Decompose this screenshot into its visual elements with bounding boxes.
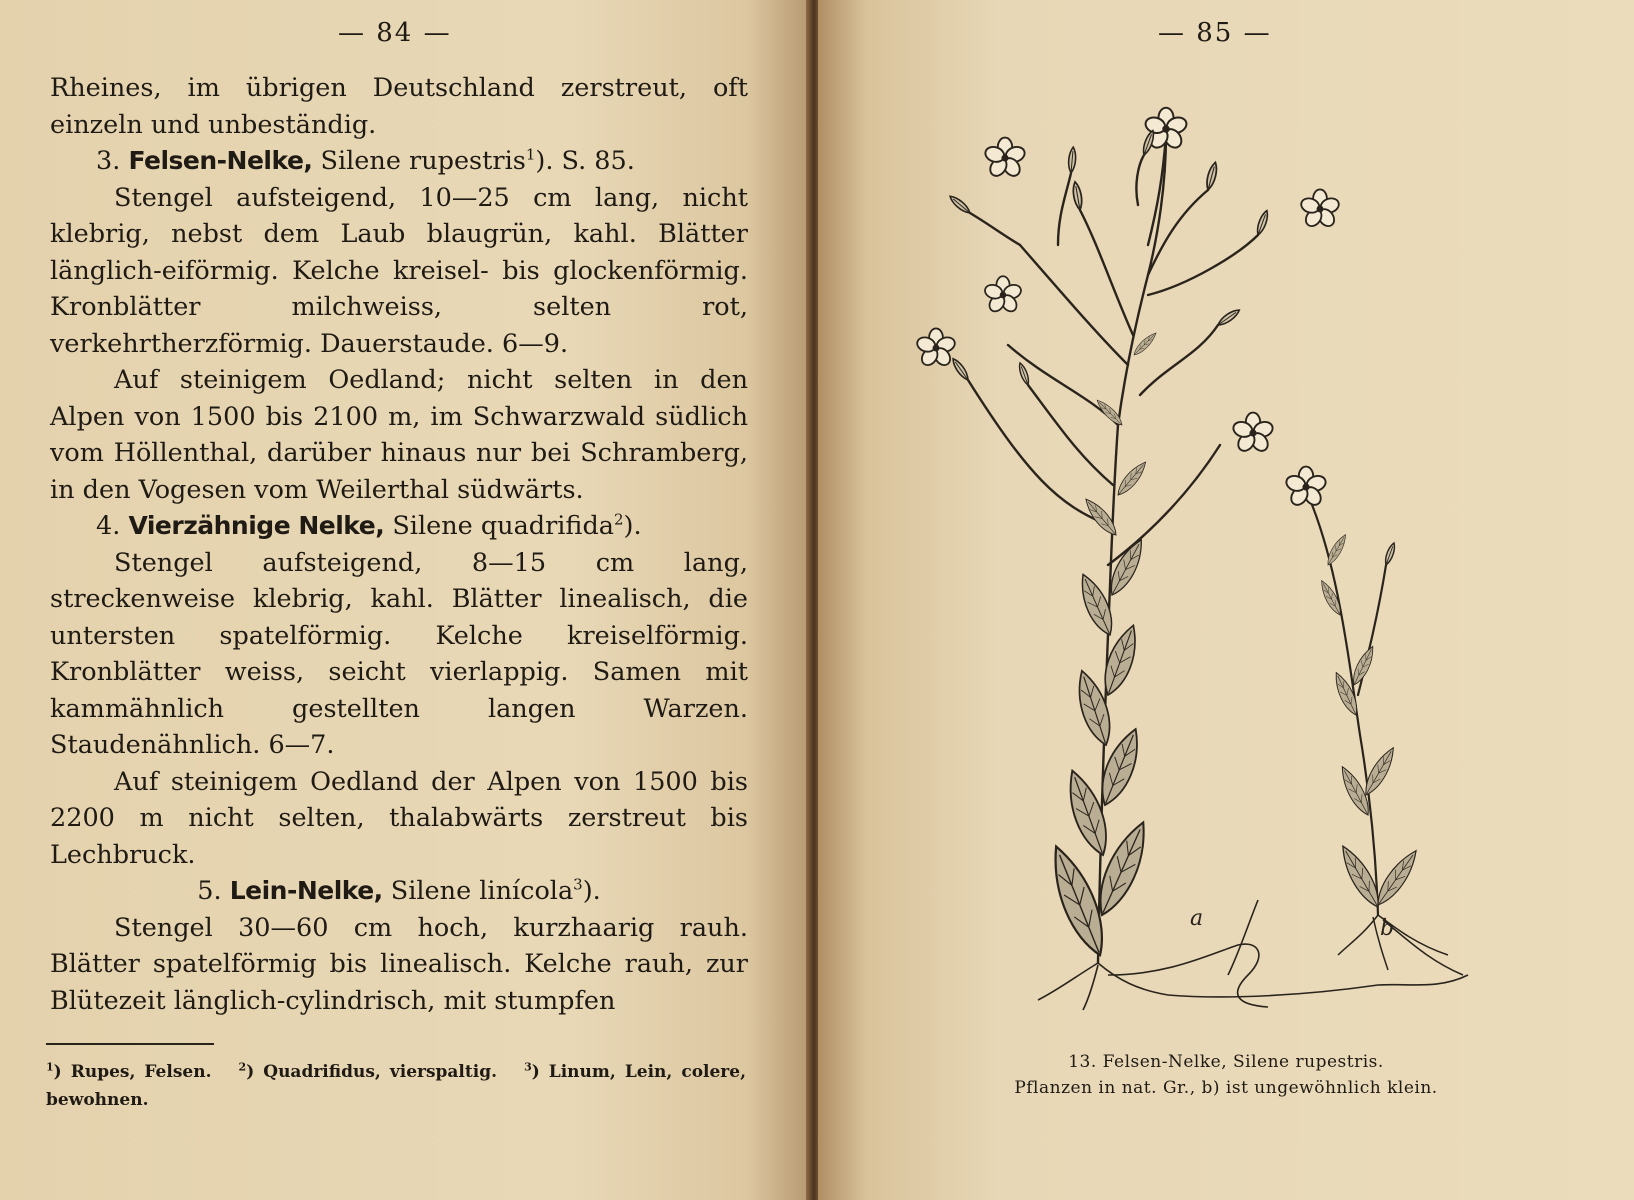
footnote-text: ) Linum, Lein, colere, bewohnen. <box>46 1062 746 1110</box>
footnote-ref: 1 <box>525 145 536 164</box>
footnote-ref: 2 <box>613 510 624 529</box>
footnote-mark: 1 <box>46 1060 54 1074</box>
intro-paragraph: Rheines, im übrigen Deutschland zerstreut, oft einzeln und unbeständig. <box>50 73 748 140</box>
latin-name: Silene quadrifida <box>392 511 614 541</box>
footnote-text: ) Quadrifidus, vierspaltig. <box>246 1062 498 1082</box>
entry-description: Stengel 30—60 cm hoch, kurzhaarig rauh. Blätter spatelförmig bis linealisch. Kelche rauh, zur Blütezeit länglich-cylindrisch, mit stumpfen <box>50 912 748 1016</box>
entry-description: Stengel aufsteigend, 8—15 cm lang, streckenweise klebrig, kahl. Blätter linealisch, die untersten spatelförmig. Kelche kreiselförmig. Kronblätter weiss, seicht vierlappig. Samen mit kammähnlich gestellten langen Warzen. Staudenähnlich. 6—7. <box>50 547 748 760</box>
footnote-ref: 3 <box>573 875 583 894</box>
entry-habitat: Auf steinigem Oedland der Alpen von 1500 bis 2200 m nicht selten, thalabwärts zerstreut bis Lechbruck. <box>50 766 748 870</box>
footnotes <box>46 1058 746 1114</box>
entry-number: 3. <box>96 146 121 176</box>
entry-description: Stengel aufsteigend, 10—25 cm lang, nicht klebrig, nebst dem Laub blaugrün, kahl. Blätter länglich-eiförmig. Kelche kreisel- bis glockenförmig. Kronblätter milchweiss, selten rot, verkehrtherzförmig. Dauerstaude. 6—9. <box>50 182 748 359</box>
plant-b-leaves <box>1317 532 1423 911</box>
heading-tail: ). <box>623 511 642 541</box>
plant-a-flowers <box>915 108 1340 454</box>
figure-caption-line1: 13. Felsen-Nelke, Silene rupestris. <box>1068 1052 1384 1072</box>
figure-label-b: b <box>1380 916 1395 941</box>
plant-a <box>968 135 1258 963</box>
left-page <box>0 0 812 1200</box>
entry-heading-3 <box>50 143 748 180</box>
plant-b-roots <box>1338 915 1463 975</box>
entry-heading-4 <box>50 508 748 545</box>
common-name: Vierzähnige Nelke, <box>128 511 385 540</box>
entry-heading-5 <box>50 873 748 910</box>
heading-tail: ). <box>582 876 601 906</box>
heading-tail: ). S. 85. <box>535 146 635 176</box>
figure-caption-line2: Pflanzen in nat. Gr., b) ist ungewöhnlich klein. <box>1014 1078 1438 1098</box>
entry-number: 4. <box>96 511 121 541</box>
common-name: Lein-Nelke, <box>229 876 383 905</box>
latin-name: Silene linícola <box>390 876 574 906</box>
footnote-mark: 2 <box>238 1060 247 1074</box>
figure-label-a: a <box>1190 906 1204 931</box>
entry-habitat: Auf steinigem Oedland; nicht selten in den Alpen von 1500 bis 2100 m, im Schwarzwald südlich vom Höllenthal, darüber hinaus nur bei Schramberg, in den Vogesen vom Weilerthal südwärts. <box>50 365 748 505</box>
latin-name: Silene rupestris <box>320 146 526 176</box>
right-page <box>818 0 1634 1200</box>
left-text-block <box>50 70 748 1019</box>
footnote-rule <box>46 1043 214 1045</box>
page-number-left: — 84 — <box>338 18 452 48</box>
page-number-right: — 85 — <box>1158 18 1272 48</box>
plant-illustration <box>908 95 1508 1045</box>
entry-number: 5. <box>197 876 222 906</box>
plant-a-roots <box>1038 900 1468 1010</box>
common-name: Felsen-Nelke, <box>128 146 313 175</box>
footnote-mark: 3 <box>524 1060 532 1074</box>
footnote-text: ) Rupes, Felsen. <box>53 1062 212 1082</box>
